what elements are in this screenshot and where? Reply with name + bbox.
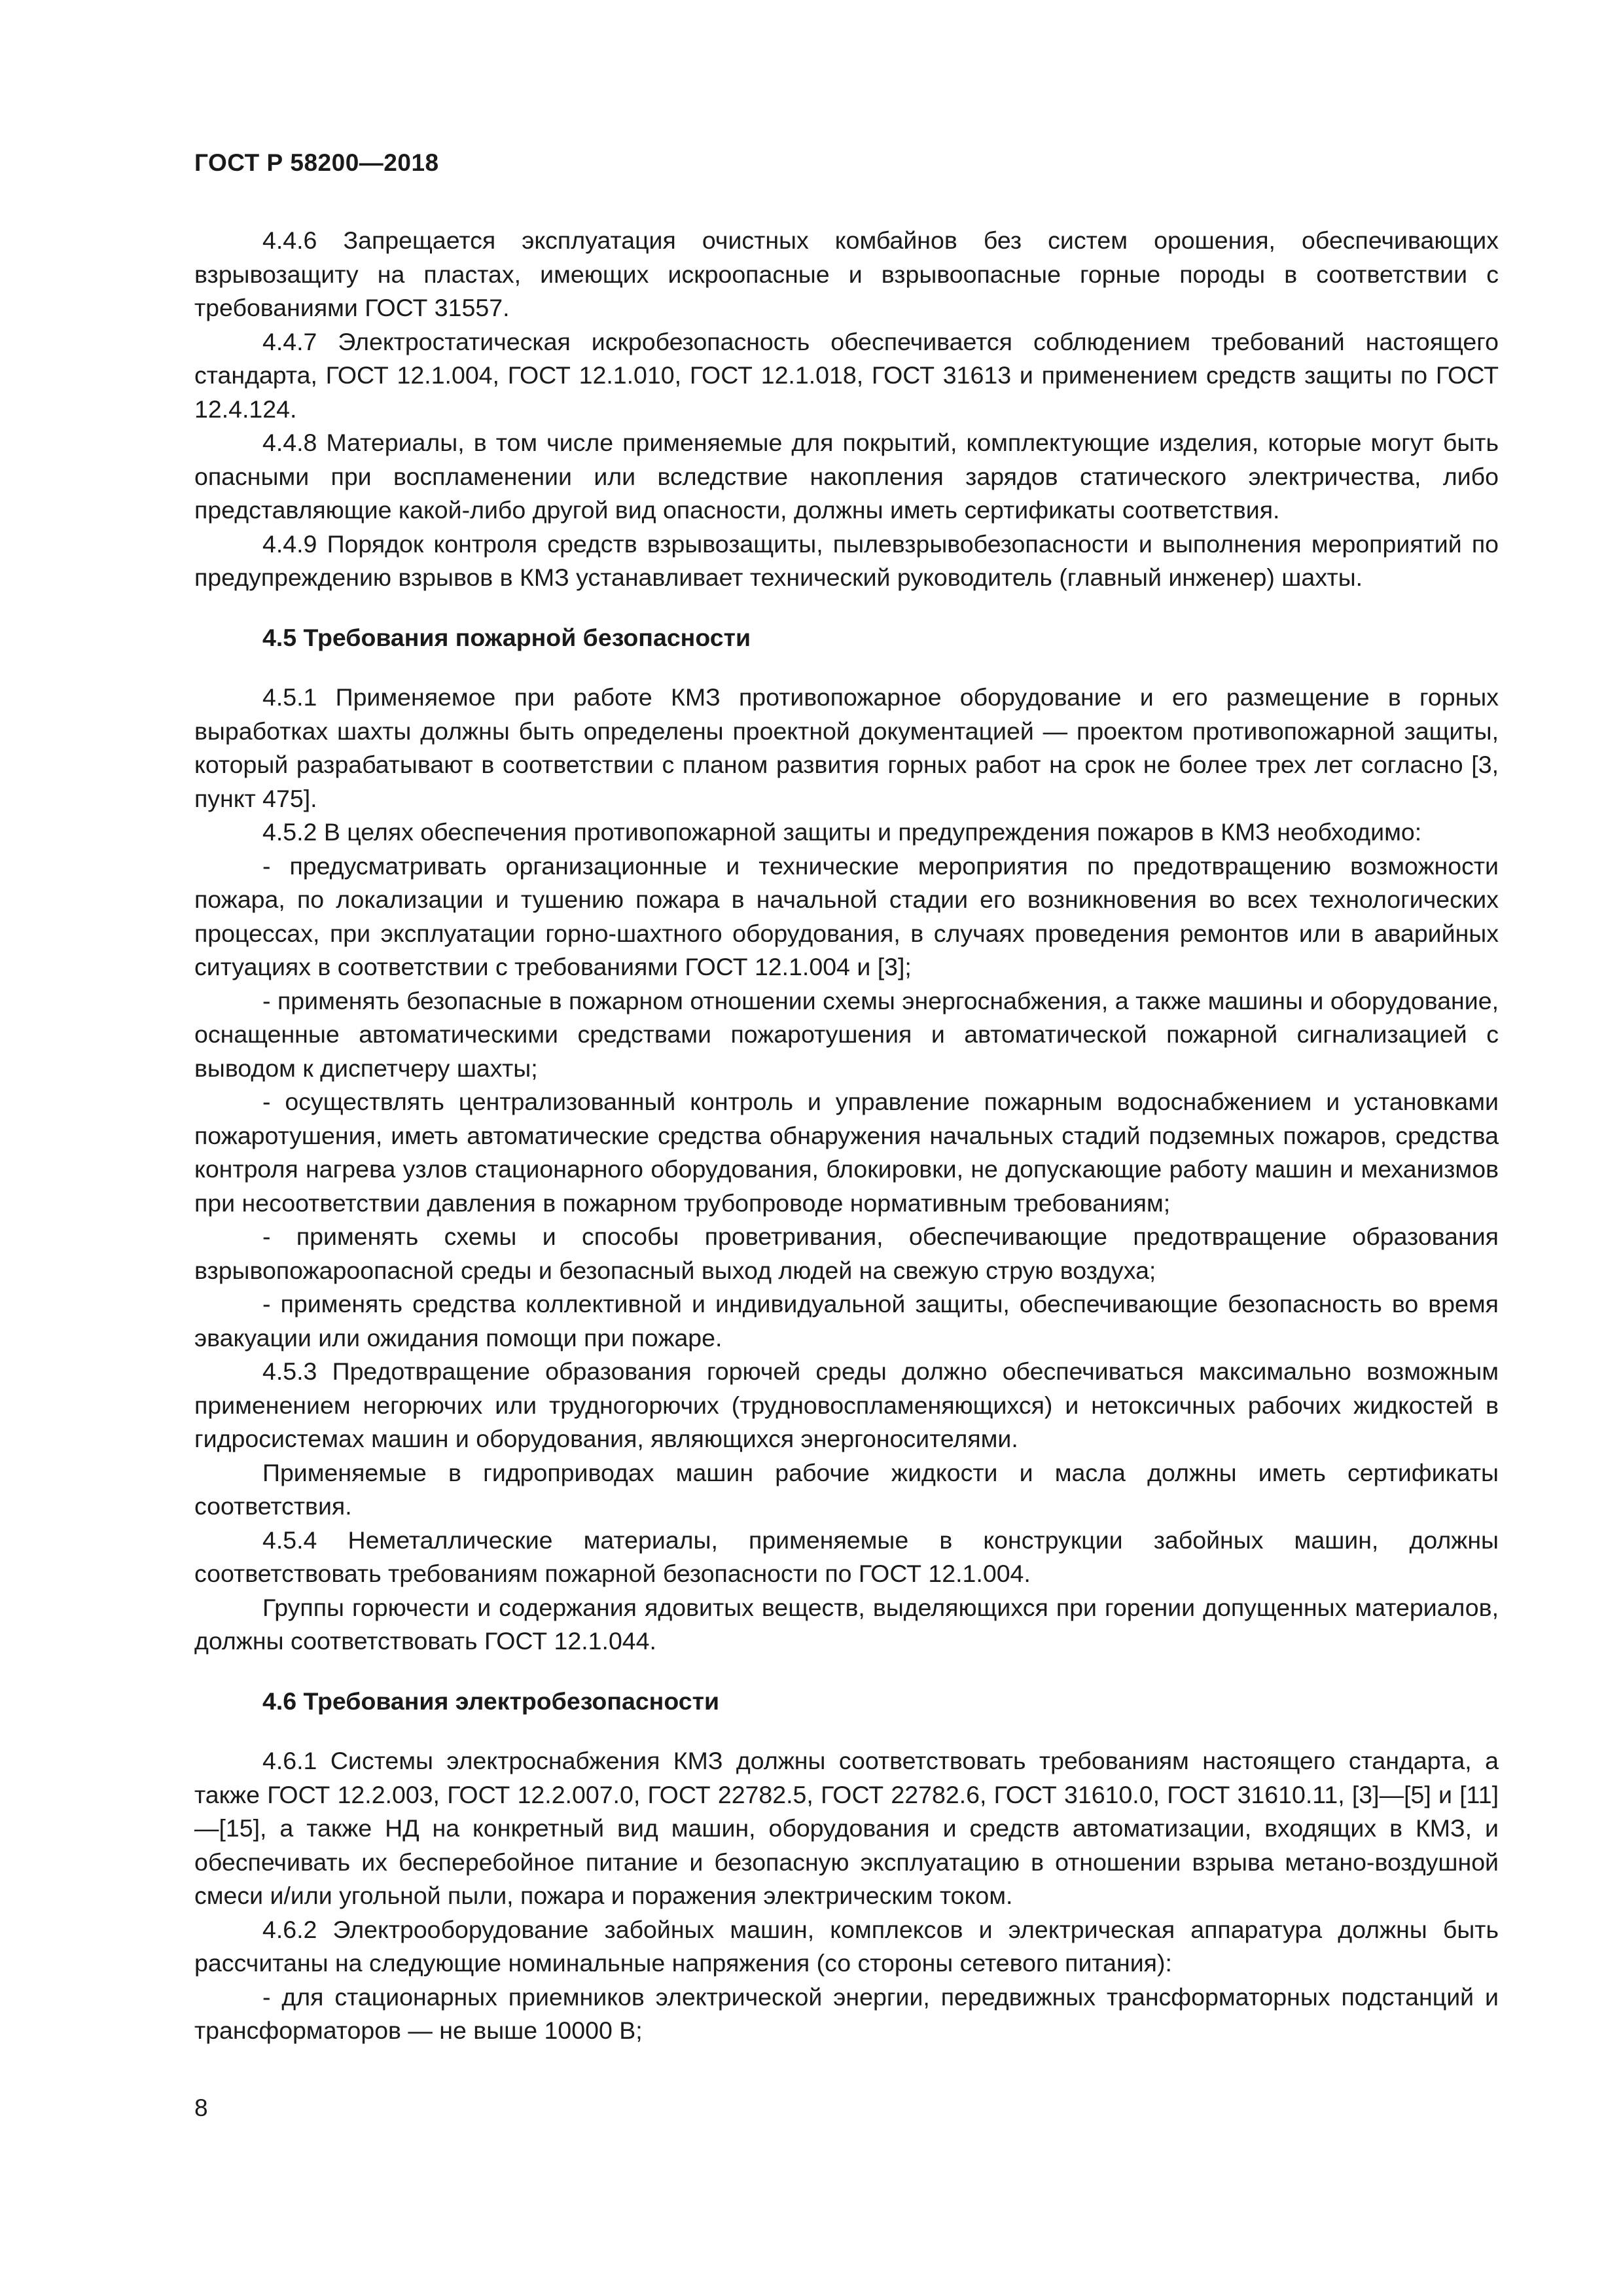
paragraph: - для стационарных приемников электрической энергии, передвижных трансформаторных подстанций и трансформаторов — не выше 10000 В; (194, 1982, 1499, 2044)
paragraph: 4.4.7 Электростатическая искробезопасность обеспечивается соблюдением требований настоящего стандарта, ГОСТ 12.1.004, ГОСТ 12.1.010, ГОСТ 12.1.018, ГОСТ 31613 и применением средств защиты по ГОСТ 12.4.124. (194, 327, 1499, 423)
page-number: 8 (194, 2094, 208, 2121)
paragraph: 4.4.8 Материалы, в том числе применяемые для покрытий, комплектующие изделия, которые могут быть опасными при воспламенении или вследствие накопления зарядов статического электричества, либо представляющие какой-либо другой вид опасности, должны иметь сертификаты соответствия. (194, 429, 1499, 524)
paragraph: Применяемые в гидроприводах машин рабочие жидкости и масла должны иметь сертификаты соответствия. (194, 1458, 1499, 1520)
paragraph: 4.5.1 Применяемое при работе КМЗ противопожарное оборудование и его размещение в горных выработках шахты должны быть определены проектной документацией — проектом противопожарной защиты, который разрабатывают в соответствии с планом развития горных работ на срок не более трех лет согласно [3, пункт 475]. (194, 683, 1499, 812)
section-heading: 4.5 Требования пожарной безопасности (262, 623, 751, 651)
paragraph: - предусматривать организационные и технические мероприятия по предотвращению возможности пожара, по локализации и тушению пожара в начальной стадии его возникновения во всех технологических процессах, при эксплуатации горно-шахтного оборудования, в случаях проведения ремонтов или в аварийных ситуациях в соответствии с требованиями ГОСТ 12.1.004 и [3]; (194, 852, 1499, 980)
document-body (194, 224, 1499, 2048)
paragraph: 4.6.1 Системы электроснабжения КМЗ должны соответствовать требованиям настоящего стандарта, а также ГОСТ 12.2.003, ГОСТ 12.2.007.0, ГОСТ 22782.5, ГОСТ 22782.6, ГОСТ 31610.0, ГОСТ 31610.11, [3]—[5] и [11]—[15], а также НД на конкретный вид машин, оборудования и средств автоматизации, входящих в КМЗ, и обеспечивать их бесперебойное питание и безопасную эксплуатацию в отношении взрыва метано-воздушной смеси и/или угольной пыли, пожара и поражения электрическим током. (194, 1747, 1499, 1909)
paragraph: 4.5.3 Предотвращение образования горючей среды должно обеспечиваться максимально возможным применением негорючих или трудногорючих (трудновоспламеняющихся) и нетоксичных рабочих жидкостей в гидросистемах машин и оборудования, являющихся энергоносителями. (194, 1357, 1499, 1452)
section-heading: 4.6 Требования электробезопасности (262, 1687, 720, 1715)
paragraph: 4.5.4 Неметаллические материалы, применяемые в конструкции забойных машин, должны соответствовать требованиям пожарной безопасности по ГОСТ 12.1.004. (194, 1526, 1499, 1587)
paragraph: 4.5.2 В целях обеспечения противопожарной защиты и предупреждения пожаров в КМЗ необходимо: (262, 818, 1422, 846)
paragraph: - применять схемы и способы проветривания, обеспечивающие предотвращение образования взрывопожароопасной среды и безопасный выход людей на свежую струю воздуха; (194, 1223, 1499, 1284)
paragraph: 4.6.2 Электрооборудование забойных машин, комплексов и электрическая аппаратура должны быть рассчитаны на следующие номинальные напряжения (со стороны сетевого питания): (194, 1915, 1499, 1977)
document-header-id: ГОСТ Р 58200—2018 (194, 149, 439, 176)
paragraph: Группы горючести и содержания ядовитых веществ, выделяющихся при горении допущенных материалов, должны соответствовать ГОСТ 12.1.044. (194, 1593, 1499, 1655)
paragraph: - осуществлять централизованный контроль и управление пожарным водоснабжением и установками пожаротушения, иметь автоматические средства обнаружения начальных стадий подземных пожаров, средства контроля нагрева узлов стационарного оборудования, блокировки, не допускающие работу машин и механизмов при несоответствии давления в пожарном трубопроводе нормативным требованиям; (194, 1088, 1499, 1217)
paragraph: 4.4.6 Запрещается эксплуатация очистных комбайнов без систем орошения, обеспечивающих взрывозащиту на пластах, имеющих искроопасные и взрывоопасные горные породы в соответствии с требованиями ГОСТ 31557. (194, 226, 1499, 321)
paragraph: 4.4.9 Порядок контроля средств взрывозащиты, пылевзрывобезопасности и выполнения мероприятий по предупреждению взрывов в КМЗ устанавливает технический руководитель (главный инженер) шахты. (194, 529, 1499, 591)
paragraph: - применять средства коллективной и индивидуальной защиты, обеспечивающие безопасность во время эвакуации или ожидания помощи при пожаре. (194, 1290, 1499, 1352)
paragraph: - применять безопасные в пожарном отношении схемы энергоснабжения, а также машины и оборудование, оснащенные автоматическими средствами пожаротушения и автоматической пожарной сигнализацией с выводом к диспетчеру шахты; (194, 986, 1499, 1082)
